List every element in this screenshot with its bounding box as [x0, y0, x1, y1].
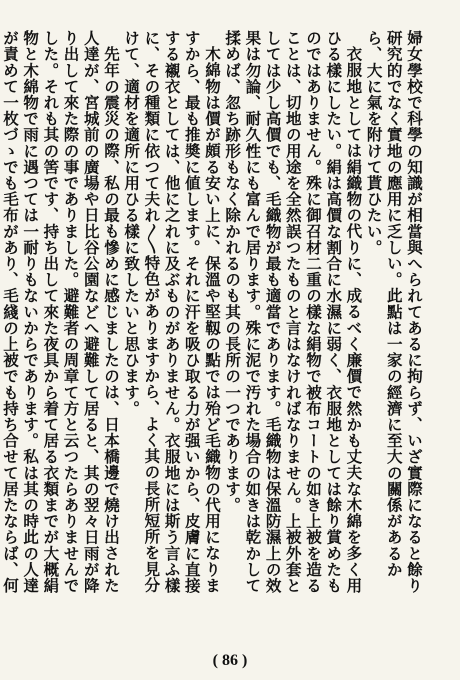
paragraph-2: 衣服地としては絹織物の代りに、成るべく廉價で然かも丈夫な木綿を多く用ひる樣にしたい。絹は高價な割合に水濕に弱く、衣服地としては餘り賞めたものではありません。殊に御召材二重の樣な絹物で被布コートの如き上被を造ることは、切地の用途を全然誤つたものと言はなければなりません。上被外套としては少し高價でも、毛織物が最も適當であります。毛織物は保溫防濕上の效果は勿論、耐久性にも富んで居ります。殊に泥で汚れた場合の如きは乾かして揉めば、忽ち跡形もなく除かれるのも其の長所の一つであります。: [223, 30, 364, 594]
paragraph-1: 婦女學校で科學の知識が相當與へられてあるに拘らず、いざ實際になると餘り研究的でなく實地の應用に乏しい。此點は一家の經濟に至大の關係があるから、大に氣を附けて貰ひたい。: [364, 30, 424, 594]
page-number: ( 86 ): [212, 652, 248, 669]
body-text: [0, 30, 424, 600]
paragraph-4: 先年の震災の際、私の最も慘めに感じましたのは、日本橋邊で燒け出された人達が、宮城前の廣場や日比谷公園などへ避難して居ると、其の翌々日雨が降り出して來た際の事でありました。避難者の周章て方と云つたらありませんでした。それも其の筈です、持ち出して來た夜具から着て居る衣類までが大概絹物と木綿物で雨に遇つては一耐りもないからであります。私は其の時此の人達が責めて一枚づゝでも毛布があり、毛綫の上被でも持ち合せて居たならば、何: [0, 30, 121, 594]
paragraph-3: 木綿物は價が頗る安い上に、保溫や堅靱の點では殆ど毛織物の代用になりますから、最も推奬に値します。それに汗を吸ひ取る力が强いから、皮膚に直接する襯衣としては、他に之れに及ぶものがありません。衣服地には斯う言ふ樣に、その種類に依つて夫れ〳〵特色がありますから、よく其の長所短所を見分けて、適材を適所に用ひる樣に致したいと思ひます。: [122, 30, 222, 594]
